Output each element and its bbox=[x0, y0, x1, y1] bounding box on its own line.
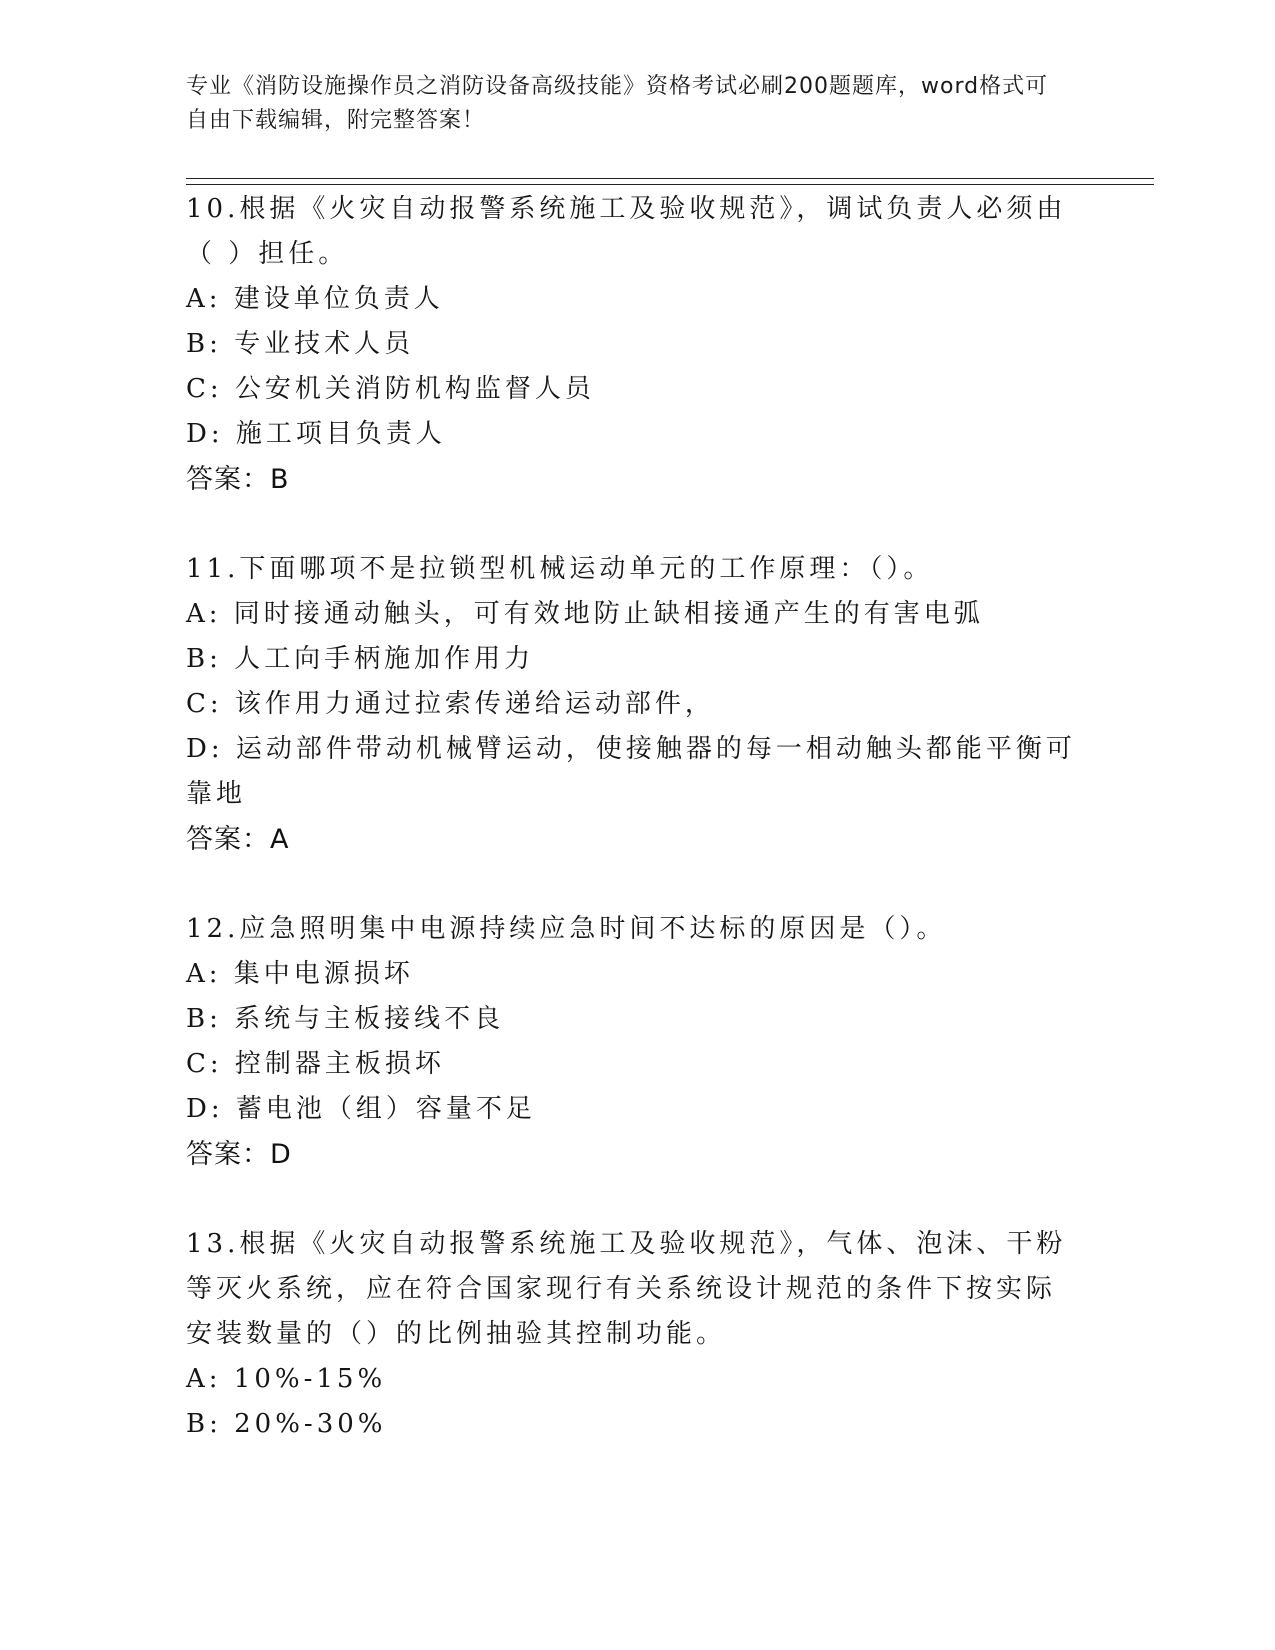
option-c: C: 公安机关消防机构监督人员 bbox=[186, 374, 595, 404]
option-a: A: 10%-15% bbox=[186, 1364, 387, 1394]
option-a: A: 同时接通动触头，可有效地防止缺相接通产生的有害电弧 bbox=[186, 599, 984, 629]
question-10 bbox=[186, 187, 1076, 502]
spacer bbox=[186, 862, 1076, 907]
spacer bbox=[186, 1177, 1076, 1222]
option-a: A: 集中电源损坏 bbox=[186, 959, 414, 989]
option-b: B: 20%-30% bbox=[186, 1409, 387, 1439]
option-c: C: 该作用力通过拉索传递给运动部件， bbox=[186, 689, 715, 719]
option-d: D: 运动部件带动机械臂运动，使接触器的每一相动触头都能平衡可靠地 bbox=[186, 734, 1076, 809]
option-b: B: 系统与主板接线不良 bbox=[186, 1004, 505, 1034]
header-divider-top bbox=[186, 178, 1154, 179]
option-a: A: 建设单位负责人 bbox=[186, 284, 444, 314]
option-c: C: 控制器主板损坏 bbox=[186, 1049, 445, 1079]
answer-line: 答案：B bbox=[186, 464, 290, 495]
option-d: D: 蓄电池（组）容量不足 bbox=[186, 1094, 536, 1124]
option-d: D: 施工项目负责人 bbox=[186, 419, 446, 449]
question-list bbox=[186, 187, 1076, 1447]
header-divider-bottom bbox=[186, 184, 1154, 185]
option-b: B: 专业技术人员 bbox=[186, 329, 415, 359]
option-b: B: 人工向手柄施加作用力 bbox=[186, 644, 535, 674]
question-text: 10.根据《火灾自动报警系统施工及验收规范》，调试负责人必须由（ ）担任。 bbox=[186, 194, 1067, 269]
question-12 bbox=[186, 907, 1076, 1177]
question-11 bbox=[186, 547, 1076, 862]
spacer bbox=[186, 502, 1076, 547]
question-text: 13.根据《火灾自动报警系统施工及验收规范》，气体、泡沫、干粉等灭火系统，应在符合国家现行有关系统设计规范的条件下按实际安装数量的（）的比例抽验其控制功能。 bbox=[186, 1229, 1067, 1349]
answer-line: 答案：D bbox=[186, 1139, 292, 1170]
question-text: 12.应急照明集中电源持续应急时间不达标的原因是（）。 bbox=[186, 914, 947, 944]
document-header: 专业《消防设施操作员之消防设备高级技能》资格考试必刷200题题库，word格式可自由下载编辑，附完整答案！ bbox=[186, 74, 1049, 133]
question-text: 11.下面哪项不是拉锁型机械运动单元的工作原理：（）。 bbox=[186, 554, 934, 584]
question-13 bbox=[186, 1222, 1076, 1447]
answer-line: 答案：A bbox=[186, 824, 290, 855]
